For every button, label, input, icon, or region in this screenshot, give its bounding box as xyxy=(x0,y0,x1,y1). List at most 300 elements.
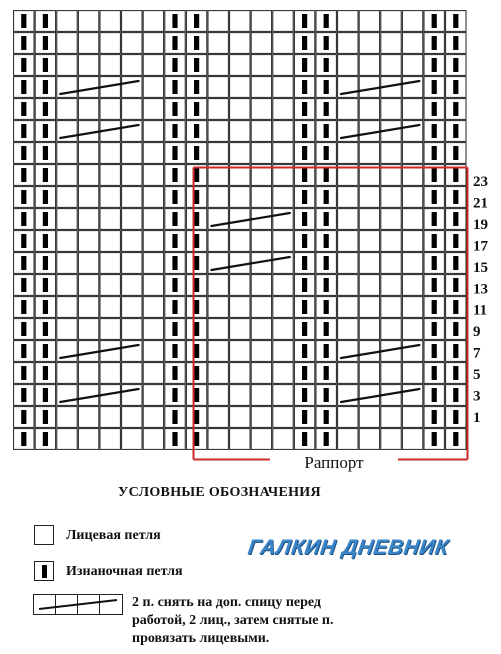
purl-mark xyxy=(453,80,458,94)
grid-cell xyxy=(100,429,120,450)
grid-cell xyxy=(122,143,142,164)
grid-cell xyxy=(251,99,271,120)
row-number: 19 xyxy=(473,216,488,233)
grid-cell xyxy=(273,341,293,362)
purl-mark xyxy=(43,124,48,138)
purl-mark xyxy=(21,256,26,270)
grid-cell xyxy=(122,187,142,208)
purl-mark xyxy=(302,234,307,248)
purl-mark xyxy=(172,366,177,380)
grid-cell xyxy=(381,407,401,428)
grid-cell xyxy=(359,429,379,450)
purl-mark xyxy=(324,80,329,94)
grid-cell xyxy=(78,297,98,318)
grid-cell xyxy=(57,11,77,32)
grid-cell xyxy=(100,253,120,274)
purl-mark xyxy=(21,212,26,226)
purl-mark xyxy=(432,410,437,424)
purl-mark xyxy=(324,344,329,358)
grid-cell xyxy=(208,121,228,142)
purl-mark xyxy=(21,388,26,402)
grid-cell xyxy=(143,121,163,142)
purl-mark xyxy=(21,410,26,424)
purl-mark xyxy=(194,36,199,50)
purl-mark xyxy=(453,300,458,314)
grid-cell xyxy=(122,319,142,340)
grid-cell xyxy=(402,187,422,208)
purl-mark xyxy=(453,212,458,226)
purl-mark xyxy=(172,58,177,72)
purl-mark xyxy=(453,124,458,138)
grid-cell xyxy=(273,363,293,384)
purl-mark xyxy=(194,344,199,358)
grid-cell xyxy=(57,363,77,384)
grid-cell xyxy=(402,121,422,142)
grid-cell xyxy=(100,363,120,384)
grid-cell xyxy=(273,77,293,98)
grid-cell xyxy=(338,231,358,252)
purl-mark xyxy=(194,432,199,446)
grid-cell xyxy=(143,231,163,252)
purl-mark xyxy=(21,14,26,28)
grid-cell xyxy=(78,275,98,296)
grid-cell xyxy=(402,209,422,230)
purl-stitch-icon xyxy=(34,561,54,581)
grid-cell xyxy=(230,231,250,252)
grid-cell xyxy=(78,187,98,208)
purl-mark xyxy=(172,256,177,270)
legend-cable-line3: провязать лицевыми. xyxy=(132,631,270,646)
purl-mark xyxy=(172,36,177,50)
grid-cell xyxy=(78,143,98,164)
purl-mark xyxy=(453,366,458,380)
grid-cell xyxy=(122,209,142,230)
grid-cell xyxy=(230,187,250,208)
grid-cell xyxy=(100,275,120,296)
grid-cell xyxy=(78,33,98,54)
purl-mark xyxy=(453,36,458,50)
grid-cell xyxy=(359,363,379,384)
purl-mark xyxy=(302,190,307,204)
purl-mark xyxy=(453,58,458,72)
row-number: 9 xyxy=(473,324,481,341)
purl-mark xyxy=(172,102,177,116)
grid-cell xyxy=(338,33,358,54)
grid-cell xyxy=(78,55,98,76)
grid-cell xyxy=(338,275,358,296)
purl-mark xyxy=(21,322,26,336)
rapport-label: Раппорт xyxy=(304,453,364,472)
row-number: 17 xyxy=(473,238,488,255)
grid-cell xyxy=(402,363,422,384)
row-numbers xyxy=(473,174,489,426)
purl-mark xyxy=(324,300,329,314)
grid-cell xyxy=(122,33,142,54)
grid-cell xyxy=(251,319,271,340)
purl-mark xyxy=(21,278,26,292)
grid-cell xyxy=(100,143,120,164)
grid-cell xyxy=(402,77,422,98)
grid-cell xyxy=(143,385,163,406)
grid-cell xyxy=(122,341,142,362)
grid-cell xyxy=(230,143,250,164)
legend-knit-label: Лицевая петля xyxy=(66,528,161,543)
grid-cell xyxy=(208,319,228,340)
grid-cell xyxy=(251,297,271,318)
purl-mark xyxy=(324,410,329,424)
grid-cell xyxy=(338,363,358,384)
purl-mark xyxy=(194,14,199,28)
grid-cell xyxy=(359,275,379,296)
grid-cell xyxy=(359,33,379,54)
grid-cell xyxy=(78,319,98,340)
grid-cell xyxy=(273,209,293,230)
purl-mark xyxy=(453,410,458,424)
grid-cell xyxy=(381,11,401,32)
purl-mark xyxy=(432,344,437,358)
purl-mark xyxy=(43,234,48,248)
purl-mark xyxy=(432,256,437,270)
grid-cell xyxy=(143,209,163,230)
purl-mark xyxy=(453,256,458,270)
grid-cell xyxy=(78,11,98,32)
grid-cell xyxy=(251,11,271,32)
grid-cell xyxy=(122,77,142,98)
grid-cell xyxy=(122,297,142,318)
grid-cell xyxy=(230,275,250,296)
purl-mark xyxy=(302,36,307,50)
purl-mark xyxy=(432,168,437,182)
purl-mark xyxy=(432,102,437,116)
purl-mark xyxy=(453,344,458,358)
purl-mark xyxy=(453,146,458,160)
grid-cell xyxy=(359,319,379,340)
purl-mark xyxy=(324,366,329,380)
grid-cell xyxy=(251,385,271,406)
purl-mark xyxy=(432,14,437,28)
grid-cell xyxy=(208,143,228,164)
grid-cell xyxy=(402,319,422,340)
grid-cell xyxy=(57,99,77,120)
grid-cell xyxy=(402,385,422,406)
grid-cell xyxy=(143,253,163,274)
legend-cable-line2: работой, 2 лиц., затем снятые п. xyxy=(132,613,334,628)
purl-mark xyxy=(324,322,329,336)
purl-mark xyxy=(43,432,48,446)
grid-cell xyxy=(338,297,358,318)
purl-mark xyxy=(172,300,177,314)
purl-mark xyxy=(43,58,48,72)
grid-cell xyxy=(100,209,120,230)
purl-mark xyxy=(194,234,199,248)
purl-mark xyxy=(194,256,199,270)
grid-cell xyxy=(338,55,358,76)
grid-cell xyxy=(57,33,77,54)
purl-mark xyxy=(194,322,199,336)
grid-cell xyxy=(359,297,379,318)
purl-mark xyxy=(21,344,26,358)
purl-mark xyxy=(172,344,177,358)
purl-mark xyxy=(302,322,307,336)
grid-cell xyxy=(230,429,250,450)
purl-mark xyxy=(432,212,437,226)
grid-cell xyxy=(381,99,401,120)
grid-cell xyxy=(122,429,142,450)
grid-cell xyxy=(338,187,358,208)
grid-cell xyxy=(359,187,379,208)
grid-cell xyxy=(402,253,422,274)
grid-cell xyxy=(57,429,77,450)
purl-mark xyxy=(302,102,307,116)
grid-cell xyxy=(100,407,120,428)
purl-mark xyxy=(172,168,177,182)
purl-mark xyxy=(21,102,26,116)
grid-cell xyxy=(230,385,250,406)
grid-cell xyxy=(402,407,422,428)
purl-mark xyxy=(21,234,26,248)
purl-mark xyxy=(453,322,458,336)
purl-mark xyxy=(43,102,48,116)
grid-cell xyxy=(338,99,358,120)
purl-mark xyxy=(302,432,307,446)
grid-cell xyxy=(381,209,401,230)
grid-cell xyxy=(402,275,422,296)
purl-mark xyxy=(194,102,199,116)
watermark-logo: ГАЛКИН ДНЕВНИК xyxy=(246,536,451,559)
grid-cell xyxy=(78,209,98,230)
grid-cell xyxy=(381,231,401,252)
grid-cell xyxy=(208,385,228,406)
legend-purl-label: Изнаночная петля xyxy=(66,564,183,579)
purl-mark xyxy=(324,102,329,116)
grid-cell xyxy=(359,253,379,274)
grid-cell xyxy=(273,253,293,274)
grid-cell xyxy=(402,297,422,318)
grid-cell xyxy=(402,341,422,362)
purl-mark xyxy=(324,278,329,292)
grid-cell xyxy=(57,143,77,164)
purl-mark xyxy=(172,234,177,248)
grid-cell xyxy=(78,99,98,120)
grid-cell xyxy=(78,253,98,274)
purl-mark xyxy=(432,36,437,50)
purl-mark xyxy=(43,80,48,94)
grid-cell xyxy=(208,77,228,98)
grid-cell xyxy=(251,77,271,98)
grid-cell xyxy=(273,385,293,406)
grid-cell xyxy=(100,165,120,186)
grid-cell xyxy=(57,165,77,186)
grid-cell xyxy=(208,407,228,428)
grid-cell xyxy=(359,231,379,252)
purl-mark xyxy=(43,300,48,314)
grid-cell xyxy=(100,297,120,318)
grid-cell xyxy=(100,187,120,208)
grid-cell xyxy=(57,187,77,208)
grid-cell xyxy=(78,407,98,428)
grid-cell xyxy=(359,407,379,428)
grid-cell xyxy=(381,55,401,76)
grid-cell xyxy=(143,33,163,54)
purl-mark xyxy=(43,256,48,270)
grid-cell xyxy=(381,253,401,274)
purl-mark xyxy=(432,278,437,292)
purl-mark xyxy=(302,58,307,72)
purl-mark xyxy=(324,212,329,226)
grid-cell xyxy=(208,55,228,76)
grid-cell xyxy=(338,319,358,340)
purl-mark xyxy=(194,278,199,292)
purl-mark xyxy=(324,432,329,446)
purl-mark xyxy=(21,124,26,138)
grid-cell xyxy=(381,363,401,384)
purl-mark xyxy=(302,168,307,182)
purl-mark xyxy=(453,432,458,446)
grid-cell xyxy=(208,363,228,384)
grid-cell xyxy=(100,33,120,54)
purl-mark xyxy=(21,36,26,50)
grid-cell xyxy=(381,297,401,318)
grid-cell xyxy=(230,99,250,120)
grid-cell xyxy=(122,165,142,186)
grid-cell xyxy=(273,33,293,54)
grid-cell xyxy=(273,143,293,164)
purl-mark xyxy=(172,80,177,94)
grid-cell xyxy=(251,363,271,384)
purl-mark xyxy=(194,58,199,72)
grid-cell xyxy=(57,231,77,252)
purl-mark xyxy=(302,344,307,358)
cable-stitch-icon xyxy=(33,594,123,616)
purl-mark xyxy=(302,366,307,380)
grid-cell xyxy=(57,209,77,230)
purl-mark xyxy=(324,256,329,270)
grid-cell xyxy=(230,121,250,142)
purl-mark xyxy=(43,14,48,28)
grid-cell xyxy=(273,99,293,120)
purl-mark xyxy=(432,366,437,380)
purl-mark xyxy=(432,190,437,204)
purl-mark xyxy=(172,410,177,424)
purl-mark xyxy=(194,190,199,204)
grid-cell xyxy=(402,11,422,32)
grid-cell xyxy=(122,231,142,252)
grid-cell xyxy=(122,11,142,32)
grid-cell xyxy=(230,77,250,98)
purl-mark xyxy=(43,366,48,380)
row-number: 21 xyxy=(473,195,488,212)
grid-cell xyxy=(251,429,271,450)
grid-cell xyxy=(402,429,422,450)
grid-cell xyxy=(208,187,228,208)
grid-cell xyxy=(338,209,358,230)
grid-cell xyxy=(251,275,271,296)
row-number: 11 xyxy=(473,302,488,319)
grid-cell xyxy=(143,187,163,208)
grid-cell xyxy=(122,363,142,384)
purl-mark xyxy=(453,190,458,204)
purl-mark xyxy=(43,278,48,292)
purl-mark xyxy=(432,300,437,314)
row-number: 5 xyxy=(473,367,481,383)
knit-stitch-icon xyxy=(34,525,54,545)
grid-cell xyxy=(78,165,98,186)
grid-cell xyxy=(57,253,77,274)
purl-mark xyxy=(194,168,199,182)
purl-mark xyxy=(43,344,48,358)
grid-cell xyxy=(230,11,250,32)
purl-mark xyxy=(324,14,329,28)
grid-cell xyxy=(381,143,401,164)
grid-cell xyxy=(143,297,163,318)
grid-cell xyxy=(251,407,271,428)
grid-cell xyxy=(57,407,77,428)
purl-mark xyxy=(302,410,307,424)
purl-mark xyxy=(21,58,26,72)
purl-mark xyxy=(324,234,329,248)
purl-mark xyxy=(453,168,458,182)
purl-mark xyxy=(302,146,307,160)
grid-cell xyxy=(143,275,163,296)
grid-cell xyxy=(338,429,358,450)
purl-mark xyxy=(453,14,458,28)
row-number: 13 xyxy=(473,281,488,298)
grid-cell xyxy=(359,11,379,32)
grid-cell xyxy=(100,231,120,252)
purl-mark xyxy=(194,80,199,94)
grid-cell xyxy=(208,429,228,450)
grid-cell xyxy=(122,253,142,274)
grid-cell xyxy=(359,143,379,164)
grid-cell xyxy=(208,231,228,252)
purl-mark xyxy=(172,432,177,446)
grid-cell xyxy=(230,363,250,384)
row-number: 3 xyxy=(473,388,481,405)
purl-mark xyxy=(324,388,329,402)
purl-mark xyxy=(43,190,48,204)
grid-cell xyxy=(402,143,422,164)
purl-mark xyxy=(432,388,437,402)
grid-cell xyxy=(251,55,271,76)
purl-mark xyxy=(172,124,177,138)
grid-cell xyxy=(230,341,250,362)
purl-mark xyxy=(21,366,26,380)
grid-cell xyxy=(381,275,401,296)
grid-cell xyxy=(143,77,163,98)
grid-cell xyxy=(143,319,163,340)
grid-cell xyxy=(208,11,228,32)
grid-cell xyxy=(143,55,163,76)
purl-mark xyxy=(302,124,307,138)
grid-cell xyxy=(143,341,163,362)
purl-mark xyxy=(453,278,458,292)
grid-cell xyxy=(381,33,401,54)
row-number: 23 xyxy=(473,174,488,190)
purl-mark xyxy=(43,168,48,182)
purl-mark xyxy=(432,124,437,138)
grid-cell xyxy=(251,187,271,208)
purl-mark xyxy=(194,410,199,424)
purl-mark xyxy=(172,190,177,204)
purl-mark xyxy=(302,300,307,314)
purl-mark xyxy=(324,190,329,204)
purl-mark xyxy=(43,388,48,402)
grid-cell xyxy=(143,407,163,428)
purl-mark xyxy=(324,146,329,160)
grid-cell xyxy=(273,187,293,208)
grid-cell xyxy=(208,99,228,120)
grid-cell xyxy=(273,407,293,428)
